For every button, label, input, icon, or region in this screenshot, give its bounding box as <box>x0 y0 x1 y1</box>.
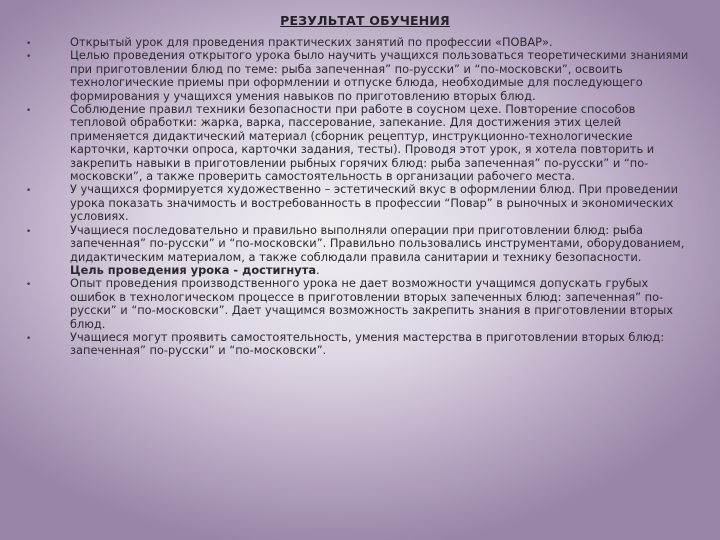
list-item <box>22 277 692 331</box>
list-item <box>22 49 692 103</box>
bullet-icon: • <box>26 106 32 117</box>
list-item-text: У учащихся формируется художественно – эстетический вкус в оформлении блюд. При проведении урока показать значимость и востребованность в профессии “Повар” в рыночных и экономических условиях. <box>70 182 678 224</box>
slide-content <box>22 36 692 358</box>
goal-line-bold: Цель проведения урока - достигнута <box>70 262 317 277</box>
bullet-icon: • <box>26 52 32 63</box>
slide-title: РЕЗУЛЬТАТ ОБУЧЕНИЯ <box>280 13 450 28</box>
bullet-icon: • <box>26 186 32 197</box>
goal-line <box>22 264 692 277</box>
bullet-icon: • <box>26 280 32 291</box>
bullet-icon: • <box>26 333 32 344</box>
list-item-text: Опыт проведения производственного урока не дает возможности учащимся допускать грубых ошибок в технологическом процессе в приготовлении вторых запеченных блюд: запеченная” по-русски” и “по-московски”. Дает учащимся возможность закрепить знания в приготовлении вторых блюд. <box>70 276 674 331</box>
list-item <box>22 224 692 264</box>
bullet-icon: • <box>26 226 32 237</box>
list-item <box>22 183 692 223</box>
list-item <box>22 331 692 358</box>
list-item-text: Учащиеся могут проявить самостоятельность, умения мастерства в приготовлении вторых блюд: запеченная” по-русски” и “по-московски”. <box>70 329 665 358</box>
list-item <box>22 103 692 183</box>
list-item <box>22 36 692 49</box>
list-item-text: Соблюдение правил техники безопасности при работе в соусном цехе. Повторение способов тепловой обработки: жарка, варка, пассерование, запекание. Для достижения этих целей применяется дидактический материал (сборник рецептур, инструкционно-технологические карточки, карточки опроса, карточки задания, тесты). Проводя этот урок, я хотела повторить и закрепить навыки в приготовлении рыбных горячих блюд: рыба запеченная” по-русски” и “по-московски”, а также проверить самостоятельность в организации рабочего места. <box>70 102 655 184</box>
list-item-text: Учащиеся последовательно и правильно выполняли операции при приготовлении блюд: рыба запеченная” по-русски” и “по-московски”. Правильно пользовались инструментами, оборудованием, дидактическим материалом, а также соблюдали правила санитарии и технику безопасности. <box>70 222 685 264</box>
list-item-text: Открытый урок для проведения практических занятий по профессии «ПОВАР». <box>70 35 553 49</box>
goal-line-rest: . <box>316 262 320 277</box>
bullet-icon: • <box>26 39 32 49</box>
list-item-text: Целью проведения открытого урока было научить учащихся пользоваться теоретическими знаниями при приготовлении блюд по теме: рыба запеченная” по-русски” и “по-московски”, освоить технологические приемы при оформлении и отпуске блюда, необходимые для последующего формирования у учащихся умения навыков по приготовлению вторых блюд. <box>70 48 689 103</box>
